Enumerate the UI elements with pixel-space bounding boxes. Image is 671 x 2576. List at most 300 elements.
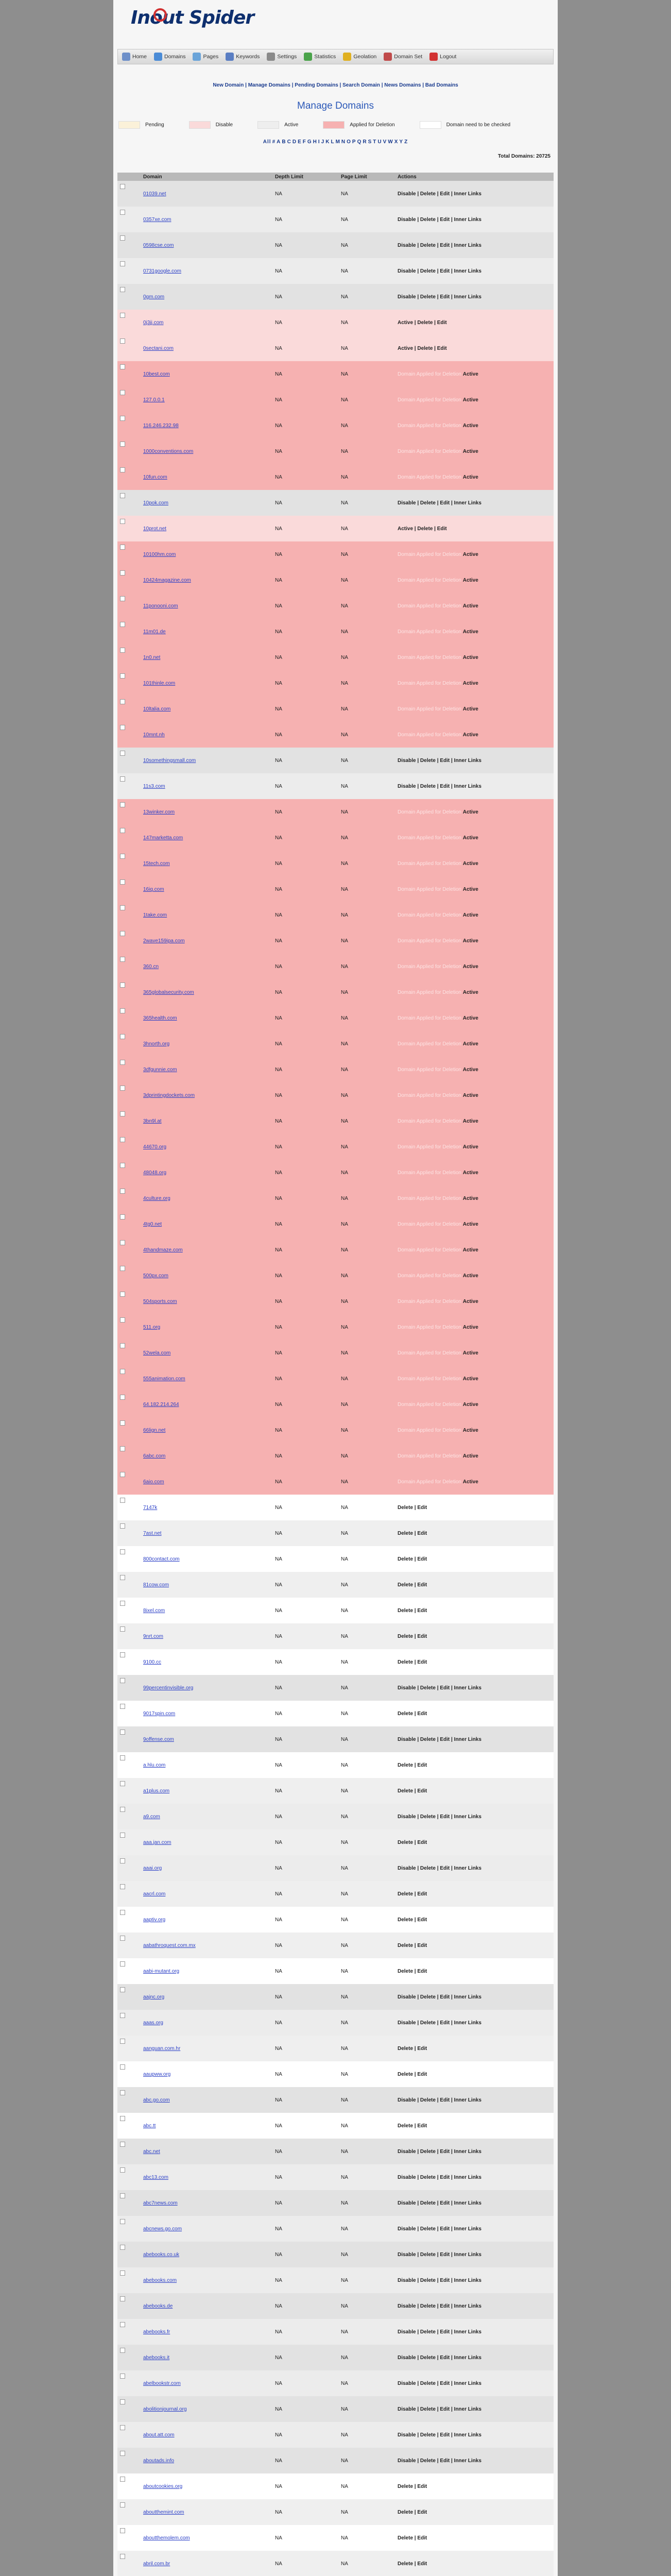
- domain-link[interactable]: 504sports.com: [143, 1298, 177, 1304]
- row-action-links[interactable]: Active: [462, 577, 478, 583]
- domain-link[interactable]: 7ast.net: [143, 1530, 162, 1536]
- row-action-links[interactable]: Active: [462, 551, 478, 557]
- row-action-links[interactable]: Disable | Delete | Edit | Inner Links: [398, 2354, 481, 2361]
- row-action-links[interactable]: Disable | Delete | Edit | Inner Links: [398, 1865, 481, 1871]
- domain-link[interactable]: aaa.jan.com: [143, 1839, 171, 1845]
- row-checkbox[interactable]: [120, 2270, 125, 2276]
- row-checkbox[interactable]: [120, 2296, 125, 2301]
- domain-link[interactable]: abelbookstr.com: [143, 2380, 181, 2386]
- letter-filter-D[interactable]: D: [292, 139, 297, 145]
- row-action-links[interactable]: Active: [462, 1041, 478, 1047]
- row-action-links[interactable]: Disable | Delete | Edit | Inner Links: [398, 2200, 481, 2206]
- row-checkbox[interactable]: [120, 1086, 125, 1091]
- row-action-links[interactable]: Active: [462, 1221, 478, 1227]
- row-checkbox[interactable]: [120, 2245, 125, 2250]
- row-action-links[interactable]: Delete | Edit: [398, 1917, 427, 1923]
- domain-link[interactable]: a.hlu.com: [143, 1762, 166, 1768]
- row-checkbox[interactable]: [120, 545, 125, 550]
- row-action-links[interactable]: Delete | Edit: [398, 2535, 427, 2541]
- domain-link[interactable]: abebooks.de: [143, 2303, 173, 2309]
- domain-link[interactable]: 01039.net: [143, 191, 166, 197]
- row-checkbox[interactable]: [120, 210, 125, 215]
- row-action-links[interactable]: Disable | Delete | Edit | Inner Links: [398, 2020, 481, 2026]
- letter-filter-T[interactable]: T: [373, 139, 377, 145]
- domain-link[interactable]: aacrl.com: [143, 1891, 166, 1897]
- letter-filter-U[interactable]: U: [377, 139, 382, 145]
- row-checkbox[interactable]: [120, 2039, 125, 2044]
- domain-link[interactable]: aaupww.org: [143, 2071, 171, 2077]
- row-checkbox[interactable]: [120, 1034, 125, 1039]
- domain-link[interactable]: 9nrt.com: [143, 1633, 163, 1639]
- letter-filter-W[interactable]: W: [388, 139, 393, 145]
- row-action-links[interactable]: Delete | Edit: [398, 1968, 427, 1974]
- row-action-links[interactable]: Delete | Edit: [398, 1659, 427, 1665]
- subnav-pending-domains[interactable]: Pending Domains: [295, 82, 338, 88]
- letter-filter-All[interactable]: All: [263, 139, 271, 145]
- row-action-links[interactable]: Disable | Delete | Edit | Inner Links: [398, 2226, 481, 2232]
- domain-link[interactable]: aajnc.org: [143, 1994, 165, 2000]
- domain-link[interactable]: abebooks.com: [143, 2277, 177, 2283]
- row-checkbox[interactable]: [120, 1730, 125, 1735]
- domain-link[interactable]: 64.182.214.264: [143, 1401, 179, 1408]
- row-checkbox[interactable]: [120, 467, 125, 472]
- letter-filter-B[interactable]: B: [282, 139, 286, 145]
- domain-link[interactable]: 81cow.com: [143, 1582, 169, 1588]
- row-checkbox[interactable]: [120, 982, 125, 988]
- row-action-links[interactable]: Disable | Delete | Edit | Inner Links: [398, 1685, 481, 1691]
- domain-link[interactable]: 0731google.com: [143, 268, 181, 274]
- letter-filter-P[interactable]: P: [352, 139, 356, 145]
- row-action-links[interactable]: Delete | Edit: [398, 1530, 427, 1536]
- domain-link[interactable]: a1plus.com: [143, 1788, 170, 1794]
- menu-item-statistics[interactable]: [304, 53, 336, 61]
- domain-link[interactable]: 127.0.0.1: [143, 397, 165, 403]
- domain-link[interactable]: 10ltalia.com: [143, 706, 171, 712]
- domain-link[interactable]: abebooks.co.uk: [143, 2251, 180, 2258]
- row-action-links[interactable]: Delete | Edit: [398, 1710, 427, 1717]
- row-checkbox[interactable]: [120, 1395, 125, 1400]
- domain-link[interactable]: abril.com.br: [143, 2561, 170, 2567]
- domain-link[interactable]: 11m01.de: [143, 629, 166, 635]
- row-action-links[interactable]: Disable | Delete | Edit | Inner Links: [398, 2148, 481, 2155]
- row-checkbox[interactable]: [120, 828, 125, 833]
- row-action-links[interactable]: Disable | Delete | Edit | Inner Links: [398, 294, 481, 300]
- domain-link[interactable]: 147marketta.com: [143, 835, 183, 841]
- domain-link[interactable]: 4tg0.net: [143, 1221, 162, 1227]
- row-action-links[interactable]: Delete | Edit: [398, 2045, 427, 2052]
- domain-link[interactable]: abc.tt: [143, 2123, 156, 2129]
- row-action-links[interactable]: Disable | Delete | Edit | Inner Links: [398, 2174, 481, 2180]
- letter-filter-Q[interactable]: Q: [357, 139, 362, 145]
- domain-link[interactable]: 11ponooni.com: [143, 603, 178, 609]
- row-checkbox[interactable]: [120, 1446, 125, 1451]
- letter-filter-Y[interactable]: Y: [399, 139, 404, 145]
- row-action-links[interactable]: Delete | Edit: [398, 1942, 427, 1948]
- row-checkbox[interactable]: [120, 2477, 125, 2482]
- domain-link[interactable]: 1000conventions.com: [143, 448, 194, 454]
- row-checkbox[interactable]: [120, 338, 125, 344]
- row-action-links[interactable]: Active: [462, 732, 478, 738]
- domain-link[interactable]: 10prot.net: [143, 526, 167, 532]
- letter-filter-J[interactable]: J: [321, 139, 325, 145]
- row-checkbox[interactable]: [120, 2167, 125, 2173]
- domain-link[interactable]: 10mnt.nh: [143, 732, 165, 738]
- letter-filter-E[interactable]: E: [298, 139, 302, 145]
- row-action-links[interactable]: Active: [462, 989, 478, 995]
- row-action-links[interactable]: Disable | Delete | Edit | Inner Links: [398, 2432, 481, 2438]
- row-action-links[interactable]: Active: [462, 1350, 478, 1356]
- domain-link[interactable]: 0357xe.com: [143, 216, 171, 223]
- domain-link[interactable]: abolitionjournal.org: [143, 2406, 187, 2412]
- row-action-links[interactable]: Active: [462, 1170, 478, 1176]
- domain-link[interactable]: 52wela.com: [143, 1350, 171, 1356]
- letter-filter-K[interactable]: K: [325, 139, 330, 145]
- row-checkbox[interactable]: [120, 2451, 125, 2456]
- row-action-links[interactable]: Active | Delete | Edit: [398, 345, 447, 351]
- row-action-links[interactable]: Active: [462, 1195, 478, 1201]
- row-checkbox[interactable]: [120, 931, 125, 936]
- row-action-links[interactable]: Active: [462, 422, 478, 429]
- row-checkbox[interactable]: [120, 1137, 125, 1142]
- row-checkbox[interactable]: [120, 519, 125, 524]
- row-action-links[interactable]: Delete | Edit: [398, 2509, 427, 2515]
- row-action-links[interactable]: Active: [462, 397, 478, 403]
- domain-link[interactable]: abc.go.com: [143, 2097, 170, 2103]
- domain-link[interactable]: abc.net: [143, 2148, 160, 2155]
- domain-link[interactable]: 0598cse.com: [143, 242, 174, 248]
- domain-link[interactable]: aabi-mutant.org: [143, 1968, 180, 1974]
- menu-item-domain-set[interactable]: [384, 53, 422, 61]
- domain-link[interactable]: aanguan.com.hr: [143, 2045, 181, 2052]
- row-action-links[interactable]: Active | Delete | Edit: [398, 526, 447, 532]
- domain-link[interactable]: 10100hm.com: [143, 551, 176, 557]
- row-action-links[interactable]: Active: [462, 886, 478, 892]
- row-checkbox[interactable]: [120, 2064, 125, 2070]
- domain-link[interactable]: 500px.com: [143, 1273, 168, 1279]
- row-action-links[interactable]: Active: [462, 371, 478, 377]
- domain-link[interactable]: aboutcookies.org: [143, 2483, 183, 2489]
- row-checkbox[interactable]: [120, 2322, 125, 2327]
- row-checkbox[interactable]: [120, 673, 125, 679]
- row-action-links[interactable]: Delete | Edit: [398, 2561, 427, 2567]
- letter-filter-R[interactable]: R: [363, 139, 367, 145]
- letter-filter-N[interactable]: N: [341, 139, 346, 145]
- domain-link[interactable]: aabathroquest.com.mx: [143, 1942, 196, 1948]
- row-action-links[interactable]: Active: [462, 1118, 478, 1124]
- domain-link[interactable]: 0sectani.com: [143, 345, 174, 351]
- row-action-links[interactable]: Active: [462, 912, 478, 918]
- row-checkbox[interactable]: [120, 776, 125, 782]
- row-checkbox[interactable]: [120, 287, 125, 292]
- row-action-links[interactable]: Delete | Edit: [398, 2483, 427, 2489]
- row-action-links[interactable]: Delete | Edit: [398, 1788, 427, 1794]
- row-checkbox[interactable]: [120, 1910, 125, 1915]
- domain-link[interactable]: 44670.org: [143, 1144, 167, 1150]
- row-action-links[interactable]: Disable | Delete | Edit | Inner Links: [398, 1736, 481, 1742]
- letter-filter-H[interactable]: H: [313, 139, 317, 145]
- domain-link[interactable]: aboutads.info: [143, 2458, 175, 2464]
- row-checkbox[interactable]: [120, 2425, 125, 2430]
- menu-item-home[interactable]: [122, 53, 147, 61]
- row-action-links[interactable]: Active: [462, 1015, 478, 1021]
- inout-spider-logo[interactable]: Inout Spider: [131, 7, 254, 28]
- row-checkbox[interactable]: [120, 493, 125, 498]
- row-checkbox[interactable]: [120, 2090, 125, 2095]
- row-action-links[interactable]: Disable | Delete | Edit | Inner Links: [398, 2097, 481, 2103]
- domain-link[interactable]: 9offense.com: [143, 1736, 174, 1742]
- domain-link[interactable]: 1take.com: [143, 912, 167, 918]
- row-action-links[interactable]: Active: [462, 1427, 478, 1433]
- row-checkbox[interactable]: [120, 1163, 125, 1168]
- row-action-links[interactable]: Disable | Delete | Edit | Inner Links: [398, 2303, 481, 2309]
- domain-link[interactable]: 0j3jj.com: [143, 319, 164, 326]
- row-checkbox[interactable]: [120, 2219, 125, 2224]
- row-action-links[interactable]: Disable | Delete | Edit | Inner Links: [398, 2251, 481, 2258]
- row-action-links[interactable]: Disable | Delete | Edit | Inner Links: [398, 2406, 481, 2412]
- row-action-links[interactable]: Active: [462, 1066, 478, 1073]
- row-checkbox[interactable]: [120, 1755, 125, 1760]
- row-checkbox[interactable]: [120, 1961, 125, 1967]
- row-checkbox[interactable]: [120, 1189, 125, 1194]
- domain-link[interactable]: 7147k: [143, 1504, 158, 1511]
- domain-link[interactable]: 365health.com: [143, 1015, 177, 1021]
- row-checkbox[interactable]: [120, 2348, 125, 2353]
- domain-link[interactable]: 99percentinvisible.org: [143, 1685, 194, 1691]
- row-checkbox[interactable]: [120, 1343, 125, 1348]
- row-checkbox[interactable]: [120, 1240, 125, 1245]
- row-checkbox[interactable]: [120, 648, 125, 653]
- row-action-links[interactable]: Active: [462, 1092, 478, 1098]
- domain-link[interactable]: aaas.org: [143, 2020, 163, 2026]
- domain-link[interactable]: 1n0.net: [143, 654, 161, 660]
- domain-link[interactable]: 0gm.com: [143, 294, 165, 300]
- domain-link[interactable]: 10best.com: [143, 371, 170, 377]
- row-checkbox[interactable]: [120, 1549, 125, 1554]
- domain-link[interactable]: 3dfgunnie.com: [143, 1066, 177, 1073]
- row-checkbox[interactable]: [120, 1575, 125, 1580]
- row-checkbox[interactable]: [120, 1523, 125, 1529]
- subnav-news-domains[interactable]: News Domains: [384, 82, 421, 88]
- row-action-links[interactable]: Delete | Edit: [398, 2071, 427, 2077]
- row-checkbox[interactable]: [120, 957, 125, 962]
- domain-link[interactable]: about.att.com: [143, 2432, 175, 2438]
- row-action-links[interactable]: Active: [462, 1479, 478, 1485]
- row-action-links[interactable]: Active: [462, 1324, 478, 1330]
- domain-link[interactable]: 800contact.com: [143, 1556, 180, 1562]
- row-checkbox[interactable]: [120, 1652, 125, 1657]
- letter-filter-X[interactable]: X: [394, 139, 399, 145]
- row-checkbox[interactable]: [120, 364, 125, 369]
- row-checkbox[interactable]: [120, 1008, 125, 1013]
- row-checkbox[interactable]: [120, 1936, 125, 1941]
- letter-filter-#[interactable]: #: [272, 139, 276, 145]
- row-checkbox[interactable]: [120, 1472, 125, 1477]
- domain-link[interactable]: aboutthemint.com: [143, 2509, 184, 2515]
- domain-link[interactable]: 66lign.net: [143, 1427, 166, 1433]
- row-checkbox[interactable]: [120, 1704, 125, 1709]
- domain-link[interactable]: aaptiv.org: [143, 1917, 166, 1923]
- row-checkbox[interactable]: [120, 1884, 125, 1889]
- domain-link[interactable]: 8ixel.com: [143, 1607, 165, 1614]
- domain-link[interactable]: 360.cn: [143, 963, 159, 970]
- row-checkbox[interactable]: [120, 1266, 125, 1271]
- domain-link[interactable]: 116.246.232.98: [143, 422, 179, 429]
- row-checkbox[interactable]: [120, 2193, 125, 2198]
- domain-link[interactable]: 3hnorth.org: [143, 1041, 170, 1047]
- row-action-links[interactable]: Disable | Delete | Edit | Inner Links: [398, 1994, 481, 2000]
- row-checkbox[interactable]: [120, 261, 125, 266]
- domain-link[interactable]: 10pok.com: [143, 500, 168, 506]
- row-checkbox[interactable]: [120, 1214, 125, 1219]
- row-action-links[interactable]: Delete | Edit: [398, 1762, 427, 1768]
- row-action-links[interactable]: Active: [462, 809, 478, 815]
- row-action-links[interactable]: Disable | Delete | Edit | Inner Links: [398, 268, 481, 274]
- domain-link[interactable]: abebooks.it: [143, 2354, 170, 2361]
- row-checkbox[interactable]: [120, 1807, 125, 1812]
- row-checkbox[interactable]: [120, 184, 125, 189]
- row-action-links[interactable]: Disable | Delete | Edit | Inner Links: [398, 783, 481, 789]
- row-action-links[interactable]: Disable | Delete | Edit | Inner Links: [398, 1814, 481, 1820]
- row-action-links[interactable]: Active: [462, 1376, 478, 1382]
- row-action-links[interactable]: Active: [462, 1247, 478, 1253]
- row-checkbox[interactable]: [120, 2013, 125, 2018]
- domain-link[interactable]: aboutthemolem.com: [143, 2535, 190, 2541]
- row-action-links[interactable]: Delete | Edit: [398, 1504, 427, 1511]
- row-checkbox[interactable]: [120, 1781, 125, 1786]
- letter-filter-F[interactable]: F: [302, 139, 306, 145]
- row-action-links[interactable]: Disable | Delete | Edit | Inner Links: [398, 2277, 481, 2283]
- row-action-links[interactable]: Active: [462, 448, 478, 454]
- row-checkbox[interactable]: [120, 313, 125, 318]
- row-checkbox[interactable]: [120, 2142, 125, 2147]
- row-action-links[interactable]: Active: [462, 1273, 478, 1279]
- row-action-links[interactable]: Active | Delete | Edit: [398, 319, 447, 326]
- row-checkbox[interactable]: [120, 1858, 125, 1863]
- row-action-links[interactable]: Disable | Delete | Edit | Inner Links: [398, 2329, 481, 2335]
- row-action-links[interactable]: Active: [462, 474, 478, 480]
- domain-link[interactable]: 4thandmaze.com: [143, 1247, 183, 1253]
- domain-link[interactable]: 16iq.com: [143, 886, 164, 892]
- row-checkbox[interactable]: [120, 1420, 125, 1426]
- row-action-links[interactable]: Disable | Delete | Edit | Inner Links: [398, 2458, 481, 2464]
- row-action-links[interactable]: Delete | Edit: [398, 1633, 427, 1639]
- letter-filter-V[interactable]: V: [383, 139, 387, 145]
- row-action-links[interactable]: Disable | Delete | Edit | Inner Links: [398, 2380, 481, 2386]
- domain-link[interactable]: 10somethingsmall.com: [143, 757, 196, 764]
- row-checkbox[interactable]: [120, 2528, 125, 2533]
- row-action-links[interactable]: Delete | Edit: [398, 2123, 427, 2129]
- menu-item-keywords[interactable]: [226, 53, 260, 61]
- row-checkbox[interactable]: [120, 854, 125, 859]
- row-checkbox[interactable]: [120, 1060, 125, 1065]
- domain-link[interactable]: 9100.cc: [143, 1659, 162, 1665]
- domain-link[interactable]: 365globalsecurity.com: [143, 989, 194, 995]
- row-action-links[interactable]: Delete | Edit: [398, 1607, 427, 1614]
- domain-link[interactable]: 10fun.com: [143, 474, 167, 480]
- row-checkbox[interactable]: [120, 1678, 125, 1683]
- row-checkbox[interactable]: [120, 725, 125, 730]
- letter-filter-A[interactable]: A: [277, 139, 281, 145]
- row-action-links[interactable]: Active: [462, 938, 478, 944]
- letter-filter-G[interactable]: G: [307, 139, 312, 145]
- row-checkbox[interactable]: [120, 390, 125, 395]
- row-checkbox[interactable]: [120, 622, 125, 627]
- row-checkbox[interactable]: [120, 2374, 125, 2379]
- domain-link[interactable]: 9017spin.com: [143, 1710, 176, 1717]
- domain-link[interactable]: 10424magazine.com: [143, 577, 191, 583]
- domain-link[interactable]: abebooks.fr: [143, 2329, 170, 2335]
- row-action-links[interactable]: Active: [462, 963, 478, 970]
- row-checkbox[interactable]: [120, 596, 125, 601]
- subnav-new-domain[interactable]: New Domain: [213, 82, 244, 88]
- menu-item-pages[interactable]: [193, 53, 218, 61]
- domain-link[interactable]: 3dprintingdockets.com: [143, 1092, 195, 1098]
- domain-link[interactable]: 2wave159ipa.com: [143, 938, 185, 944]
- row-checkbox[interactable]: [120, 1369, 125, 1374]
- row-action-links[interactable]: Disable | Delete | Edit | Inner Links: [398, 500, 481, 506]
- row-checkbox[interactable]: [120, 1987, 125, 1992]
- row-checkbox[interactable]: [120, 1498, 125, 1503]
- row-checkbox[interactable]: [120, 442, 125, 447]
- row-action-links[interactable]: Active: [462, 603, 478, 609]
- domain-link[interactable]: abc7news.com: [143, 2200, 178, 2206]
- domain-link[interactable]: 6aio.com: [143, 1479, 164, 1485]
- row-checkbox[interactable]: [120, 802, 125, 807]
- letter-filter-Z[interactable]: Z: [404, 139, 408, 145]
- row-action-links[interactable]: Active: [462, 706, 478, 712]
- row-action-links[interactable]: Disable | Delete | Edit | Inner Links: [398, 757, 481, 764]
- row-action-links[interactable]: Active: [462, 1401, 478, 1408]
- row-action-links[interactable]: Active: [462, 1453, 478, 1459]
- menu-item-logout[interactable]: [429, 53, 456, 61]
- domain-link[interactable]: 6abc.com: [143, 1453, 166, 1459]
- row-checkbox[interactable]: [120, 879, 125, 885]
- row-action-links[interactable]: Delete | Edit: [398, 1891, 427, 1897]
- row-checkbox[interactable]: [120, 416, 125, 421]
- subnav-manage-domains[interactable]: Manage Domains: [248, 82, 290, 88]
- domain-link[interactable]: aaai.org: [143, 1865, 162, 1871]
- row-checkbox[interactable]: [120, 1317, 125, 1323]
- subnav-search-domain[interactable]: Search Domain: [342, 82, 380, 88]
- domain-link[interactable]: abc13.com: [143, 2174, 168, 2180]
- row-action-links[interactable]: Delete | Edit: [398, 1556, 427, 1562]
- row-action-links[interactable]: Active: [462, 654, 478, 660]
- row-checkbox[interactable]: [120, 1833, 125, 1838]
- row-checkbox[interactable]: [120, 2116, 125, 2121]
- subnav-bad-domains[interactable]: Bad Domains: [425, 82, 458, 88]
- domain-link[interactable]: 3bn9l.at: [143, 1118, 162, 1124]
- row-action-links[interactable]: Active: [462, 680, 478, 686]
- row-action-links[interactable]: Disable | Delete | Edit | Inner Links: [398, 216, 481, 223]
- row-action-links[interactable]: Delete | Edit: [398, 1582, 427, 1588]
- domain-link[interactable]: 13winker.com: [143, 809, 175, 815]
- row-checkbox[interactable]: [120, 1111, 125, 1116]
- domain-link[interactable]: 4culture.org: [143, 1195, 170, 1201]
- row-action-links[interactable]: Active: [462, 1144, 478, 1150]
- menu-item-geolation[interactable]: [343, 53, 376, 61]
- row-checkbox[interactable]: [120, 751, 125, 756]
- domain-link[interactable]: 555animation.com: [143, 1376, 185, 1382]
- letter-filter-O[interactable]: O: [347, 139, 351, 145]
- row-checkbox[interactable]: [120, 1601, 125, 1606]
- domain-link[interactable]: abcnews.go.com: [143, 2226, 182, 2232]
- row-action-links[interactable]: Active: [462, 629, 478, 635]
- domain-link[interactable]: 511.org: [143, 1324, 161, 1330]
- row-action-links[interactable]: Active: [462, 1298, 478, 1304]
- row-action-links[interactable]: Delete | Edit: [398, 1839, 427, 1845]
- row-checkbox[interactable]: [120, 235, 125, 241]
- row-checkbox[interactable]: [120, 905, 125, 910]
